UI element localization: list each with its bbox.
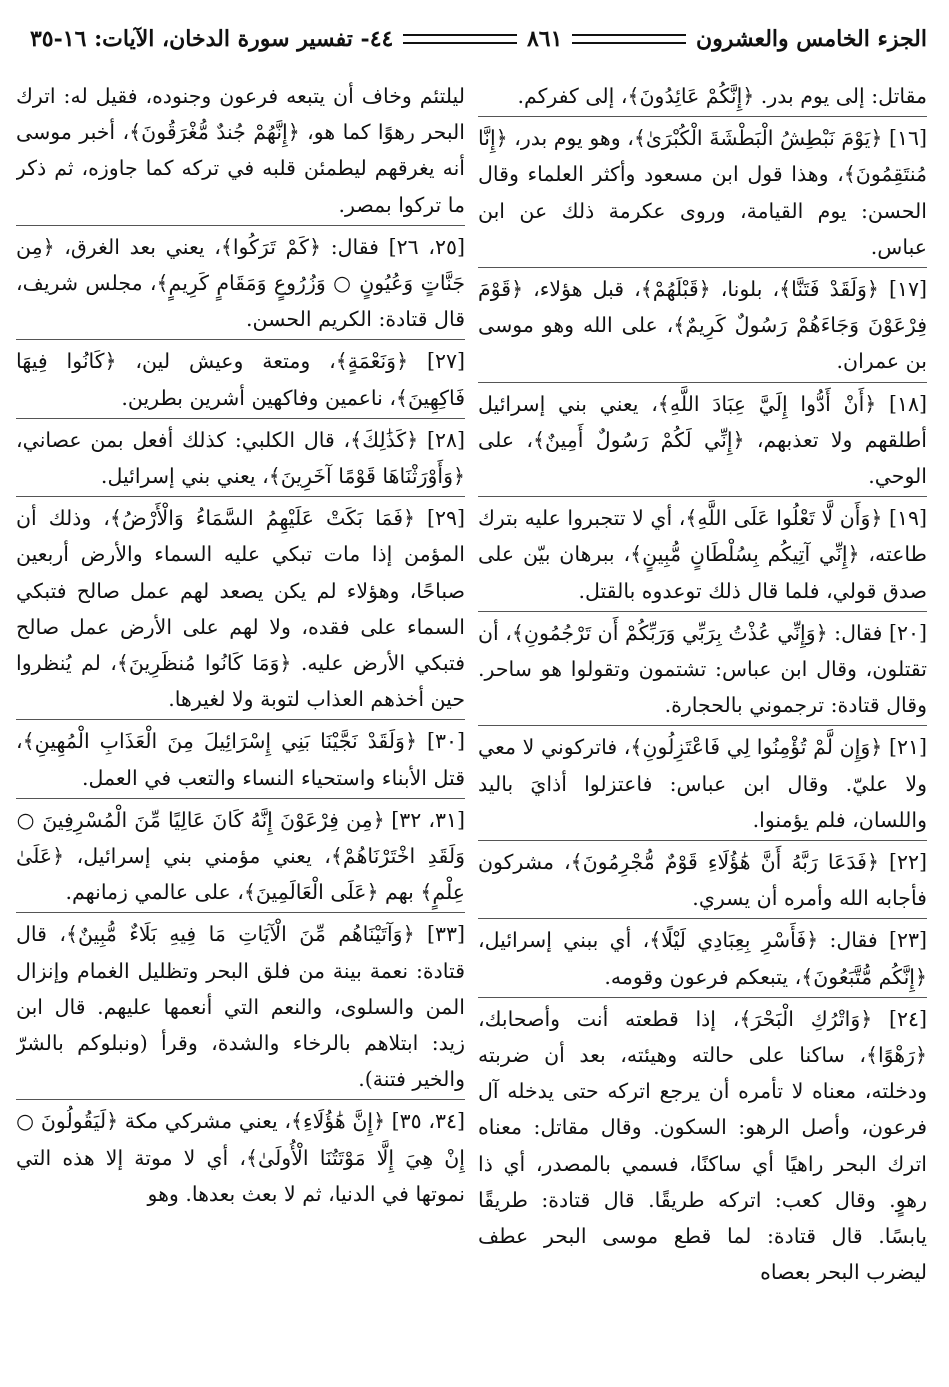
paragraph: [١٩] ﴿وَأَن لَّا تَعْلُوا عَلَى اللَّهِ﴾، أي لا تتجبروا عليه بترك طاعته، ﴿إِنِّي آتِيكُم بِسُلْطَانٍ مُّبِينٍ﴾، ببرهان بيّن على صدق قولي، فلما قال ذلك توعدوه بالقتل. [478,496,927,609]
paragraph: [٢٢] ﴿فَدَعَا رَبَّهُ أَنَّ هَٰؤُلَاءِ قَوْمٌ مُّجْرِمُونَ﴾، مشركون فأجابه الله وأمره أن يسري. [478,840,927,916]
paragraph: [٣٣] ﴿وَآتَيْنَاهُم مِّنَ الْآيَاتِ مَا فِيهِ بَلَاءٌ مُّبِينٌ﴾، قال قتادة: نعمة بينة من فلق البحر وتظليل الغمام وإنزال المن والسلوى، والنعم التي أنعمها عليهم. قال ابن زيد: ابتلاهم بالرخاء والشدة، وقرأ (ونبلوكم بالشرّ والخير فتنة). [16,912,465,1097]
paragraph: مقاتل: إلى يوم بدر. ﴿إِنَّكُمْ عَائِدُونَ﴾، إلى كفركم. [517,84,927,108]
column-divider [474,80,475,1370]
left-column [16,78,465,1378]
header-rule-right [572,34,686,44]
paragraph: [٣٠] ﴿وَلَقَدْ نَجَّيْنَا بَنِي إِسْرَائِيلَ مِنَ الْعَذَابِ الْمُهِينِ﴾، قتل الأبناء واستحياء النساء والتعب في العمل. [16,719,465,795]
paragraph: [٢٠] فقال: ﴿وَإِنِّي عُذْتُ بِرَبِّي وَرَبِّكُمْ أَن تَرْجُمُونِ﴾، أن تقتلون، وقال ابن عباس: تشتمون وتقولوا هو ساحر. وقال قتادة: ترجموني بالحجارة. [478,611,927,724]
paragraph: [٢١] ﴿وَإِن لَّمْ تُؤْمِنُوا لِي فَاعْتَزِلُونِ﴾، فاتركوني لا معي ولا عليّ. وقال ابن عباس: فاعتزلوا أذايَ باليد واللسان، فلم يؤمنوا. [478,725,927,838]
juz-title: الجزء الخامس والعشرون [696,26,927,52]
paragraph: [٢٥، ٢٦] فقال: ﴿كَمْ تَرَكُوا﴾، يعني بعد الغرق، ﴿مِن جَنَّاتٍ وَعُيُونٍ ○ وَزُرُوعٍ وَمَقَامٍ كَرِيمٍ﴾، مجلس شريف، قال قتادة: الكريم الحسن. [16,225,465,338]
paragraph: [٢٣] فقال: ﴿فَأَسْرِ بِعِبَادِي لَيْلًا﴾، أي ببني إسرائيل، ﴿إِنَّكُم مُّتَّبَعُونَ﴾، يتبعكم فرعون وقومه. [478,918,927,994]
paragraph: [٢٨] ﴿كَذَٰلِكَ﴾، قال الكلبي: كذلك أفعل بمن عصاني، ﴿وَأَوْرَثْنَاهَا قَوْمًا آخَرِينَ﴾، يعني بني إسرائيل. [16,418,465,494]
paragraph: [١٨] ﴿أَنْ أَدُّوا إِلَيَّ عِبَادَ اللَّهِ﴾، يعني بني إسرائيل أطلقهم ولا تعذبهم، ﴿إِنِّي لَكُمْ رَسُولٌ أَمِينٌ﴾، على الوحي. [478,382,927,495]
header-rule-left [403,34,517,44]
paragraph: ليلتئم وخاف أن يتبعه فرعون وجنوده، فقيل له: اترك البحر رهوًا كما هو، ﴿إِنَّهُمْ جُندٌ مُّغْرَقُونَ﴾، أخبر موسى أنه يغرقهم ليطمئن قلبه في تركه كما جاوزه، ثم ذكر ما تركوا بمصر. [16,84,465,217]
surah-title: ٤٤- تفسير سورة الدخان، الآيات: ١٦-٣٥ [29,26,394,52]
paragraph: [٢٧] ﴿وَنَعْمَةٍ﴾، ومتعة وعيش لين، ﴿كَانُوا فِيهَا فَاكِهِينَ﴾، ناعمين وفاكهين أشرين بطرين. [16,339,465,415]
paragraph: [١٧] ﴿وَلَقَدْ فَتَنَّا﴾، بلونا، ﴿قَبْلَهُمْ﴾، قبل هؤلاء، ﴿قَوْمَ فِرْعَوْنَ وَجَاءَهُمْ رَسُولٌ كَرِيمٌ﴾، على الله وهو موسى بن عمران. [478,267,927,380]
page-number: ٨٦١ [526,26,563,52]
page-header [30,22,927,56]
paragraph: [٣٤، ٣٥] ﴿إِنَّ هَٰؤُلَاءِ﴾، يعني مشركي مكة ﴿لَيَقُولُونَ ○ إِنْ هِيَ إِلَّا مَوْتَتُنَا الْأُولَىٰ﴾، أي لا موتة إلا هذه التي نموتها في الدنيا، ثم لا بعث بعدها. وهو [16,1099,465,1212]
paragraph: [٢٤] ﴿وَاتْرُكِ الْبَحْرَ﴾، إذا قطعته أنت وأصحابك، ﴿رَهْوًا﴾، ساكنا على حالته وهيئته، بعد أن ضربته ودخلته، معناه لا تأمره أن يرجع اتركه حتى يدخله آل فرعون، وأصل الرهو: السكون. وقال مقاتل: معناه اترك البحر راهيًا أي ساكنًا، فسمي بالمصدر، أي ذا رهوٍ. وقال كعب: اتركه طريقًا. قال قتادة: طريقًا يابسًا. قال قتادة: لما قطع موسى البحر عطف ليضرب البحر بعصاه [478,997,927,1291]
right-column [478,78,927,1378]
paragraph: [٢٩] ﴿فَمَا بَكَتْ عَلَيْهِمُ السَّمَاءُ وَالْأَرْضُ﴾، وذلك أن المؤمن إذا مات تبكي عليه السماء والأرض أربعين صباحًا، وهؤلاء لم يكن يصعد لهم عمل صالح فتبكي السماء على فقده، ولا لهم على الأرض عمل صالح فتبكي الأرض عليه. ﴿وَمَا كَانُوا مُنظَرِينَ﴾، لم يُنظروا حين أخذهم العذاب لتوبة ولا لغيرها. [16,496,465,717]
paragraph: [١٦] ﴿يَوْمَ نَبْطِشُ الْبَطْشَةَ الْكُبْرَىٰ﴾، وهو يوم بدر، ﴿إِنَّا مُنتَقِمُونَ﴾، وهذا قول ابن مسعود وأكثر العلماء وقال الحسن: يوم القيامة، وروى عكرمة ذلك عن ابن عباس. [478,116,927,265]
paragraph: [٣١، ٣٢] ﴿مِن فِرْعَوْنَ إِنَّهُ كَانَ عَالِيًا مِّنَ الْمُسْرِفِينَ ○ وَلَقَدِ اخْتَرْنَاهُمْ﴾، يعني مؤمني بني إسرائيل، ﴿عَلَىٰ عِلْمٍ﴾ بهم ﴿عَلَى الْعَالَمِينَ﴾، على عالمي زمانهم. [16,798,465,911]
